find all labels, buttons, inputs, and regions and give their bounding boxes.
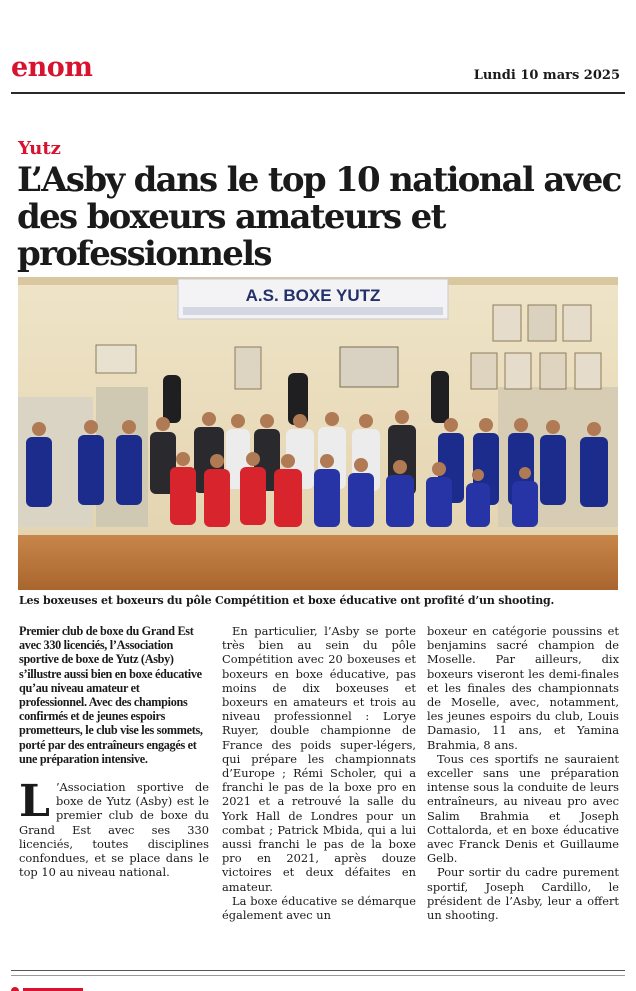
footer-logo-fragment (11, 984, 131, 991)
body-paragraph: boxeur en catégorie poussins et benjamins sacré champion de Moselle. Par ailleurs, dix boxeurs viseront les demi-finales et les finales des championnats de Moselle, avec, notamment, les jeunes espoirs du club, Louis Damasio, 11 ans, et Yamina Brahmia, 8 ans. (427, 624, 619, 752)
masthead-rule (11, 92, 625, 94)
drop-cap: L (19, 776, 50, 828)
article-headline: L’Asby dans le top 10 national avec des boxeurs amateurs et professionnels (17, 160, 621, 274)
masthead (0, 0, 636, 96)
body-paragraph: Tous ces sportifs ne sauraient exceller sans une préparation intense sous la conduite de leurs entraîneurs, au niveau pro avec Salim Brahmia et Joseph Cottalorda, et en boxe éducative avec Franck Denis et Guillaume Gelb. (427, 751, 619, 866)
body-paragraph: La boxe éducative se démarque également avec un (222, 893, 416, 923)
column-1 (19, 624, 209, 879)
body-paragraph: Pour sortir du cadre purement sportif, Joseph Cardillo, le président de l’Asby, leur a offert un shooting. (427, 865, 619, 923)
footer-rule (11, 970, 625, 971)
column-3 (427, 624, 619, 922)
footer-rule (11, 975, 625, 976)
column-2 (222, 624, 416, 922)
lead-paragraph (19, 776, 209, 880)
article-chapo: Premier club de boxe du Grand Est avec 330 licenciés, l’Association sportive de boxe de Yutz (Asby) s’illustre aussi bien en boxe éducative qu’au niveau amateur et professionnel. Avec des champions confirmés et de jeunes espoirs prometteurs, le club vise les sommets, porté par des entraîneurs engagés et une préparation intensive. (19, 624, 203, 766)
team-photo (18, 277, 618, 590)
banner-text: A.S. BOXE YUTZ (245, 286, 381, 305)
body-paragraph: En particulier, l’Asby se porte très bien au sein du pôle Compétition avec 20 boxeuses et boxeurs en boxe éducative, pas moins de dix boxeuses et boxeurs en amateurs et trois au niveau professionnel : Lorye Ruyer, double championne de France des poids super-légers, qui prépare les championnats d’Europe ; Rémi Scholer, qui a franchi le pas de la boxe pro en 2021 et a retrouvé la salle du York Hall de Londres pour un combat ; Patrick Mbida, qui a lui aussi franchi le pas de la boxe pro en 2021, après douze victoires et deux défaites en amateur. (222, 624, 416, 894)
photo-caption: Les boxeuses et boxeurs du pôle Compétition et boxe éducative ont profité d’un shooting. (19, 594, 555, 607)
lead-text: ’Association sportive de boxe de Yutz (Asby) est le premier club de boxe du Grand Est avec ses 330 licenciés, toutes disciplines confondues, et se place dans le top 10 au niveau national. (19, 780, 209, 880)
article-kicker: Yutz (18, 138, 61, 159)
issue-date: Lundi 10 mars 2025 (473, 68, 620, 83)
newspaper-logo[interactable]: enom (11, 52, 93, 83)
